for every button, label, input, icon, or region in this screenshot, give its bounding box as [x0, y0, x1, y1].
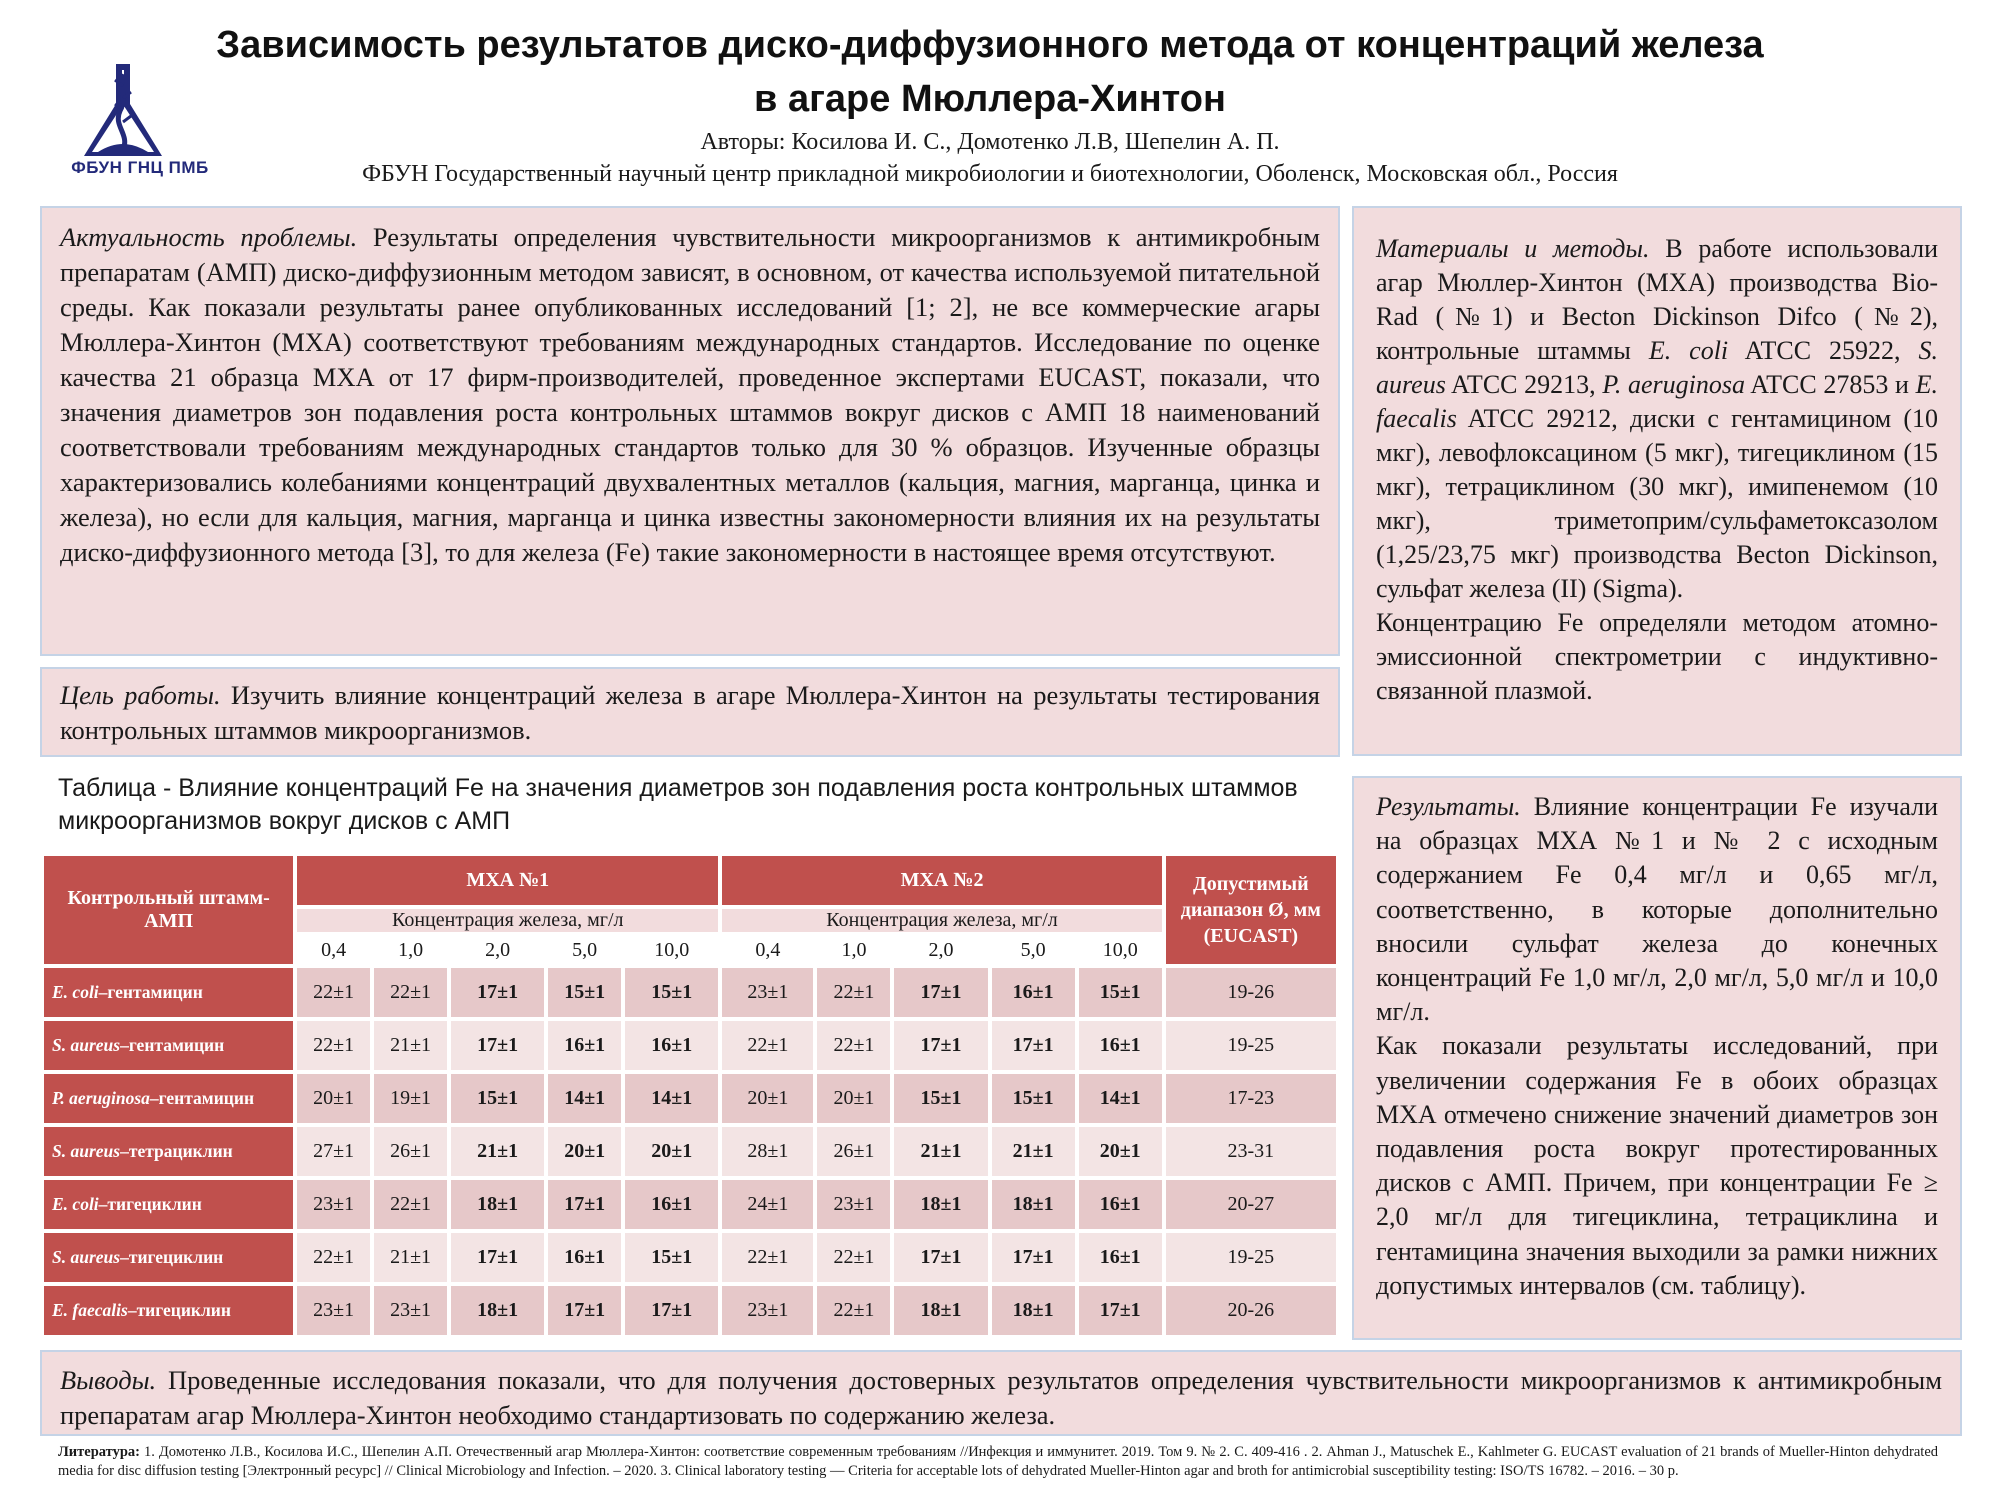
title-line-1: Зависимость результатов диско-диффузионного метода от концентраций железа [216, 24, 1764, 66]
methods-heading: Материалы и методы. [1376, 234, 1650, 263]
goal-section [40, 667, 1340, 757]
table-cell-mxa2: 16±1 [992, 968, 1075, 1017]
header-strain: Контрольный штамм-АМП [44, 856, 293, 964]
table-cell-mxa1: 19±1 [374, 1074, 447, 1123]
table-cell-mxa2: 15±1 [1079, 968, 1162, 1017]
table-cell-mxa1: 22±1 [374, 968, 447, 1017]
table-cell-mxa1: 18±1 [451, 1286, 544, 1335]
table-cell-range: 19-26 [1166, 968, 1336, 1017]
table-cell-mxa2: 16±1 [1079, 1233, 1162, 1282]
title-line-2: в агаре Мюллера-Хинтон [754, 78, 1226, 120]
strain-species: E. coli [52, 1194, 99, 1214]
conc-value: 5,0 [548, 936, 621, 964]
table-cell-mxa2: 14±1 [1079, 1074, 1162, 1123]
results-text-1: Влияние концентрации Fe изучали на образцах МХА №1 и № 2 с исходным содержанием Fe 0,4 мг/л и 0,65 мг/л, соответственно, в которые дополнительно вносили сульфат железа до конечных концентраций Fe 1,0 мг/л, 2,0 мг/л, 5,0 мг/л и 10,0 мг/л. [1376, 792, 1938, 1027]
table-cell-mxa1: 17±1 [625, 1286, 718, 1335]
conclusions-section [40, 1350, 1962, 1436]
table-cell-mxa2: 20±1 [722, 1074, 813, 1123]
conc-value: 10,0 [1079, 936, 1162, 964]
strain-species: S. aureus [52, 1141, 121, 1161]
table-cell-mxa2: 16±1 [1079, 1180, 1162, 1229]
table-cell-mxa1: 16±1 [625, 1180, 718, 1229]
references [58, 1443, 1938, 1481]
strain-species: E. coli [52, 982, 99, 1002]
table-cell-mxa2: 22±1 [817, 1233, 890, 1282]
results-paragraph-2: Как показали результаты исследований, при увеличении содержания Fe в обоих образцах МХА отмечено снижение значений диаметров зон подавления роста вокруг протестированных дисков с АМП. Причем, при концентрации Fe ≥ 2,0 мг/л для тигециклина, тетрациклина и гентамицина значения выходили за рамки нижних допустимых интервалов (см. таблицу). [1376, 1031, 1938, 1300]
table-cell-range: 20-26 [1166, 1286, 1336, 1335]
table-cell-mxa1: 18±1 [451, 1180, 544, 1229]
methods-section [1352, 206, 1962, 756]
results-heading: Результаты. [1376, 792, 1521, 821]
strain-drug: –гентамицин [149, 1088, 255, 1108]
logo-caption: ФБУН ГНЦ ПМБ [71, 158, 209, 177]
table-cell-mxa1: 21±1 [374, 1233, 447, 1282]
table-cell-range: 19-25 [1166, 1021, 1336, 1070]
table-cell-mxa1: 20±1 [625, 1127, 718, 1176]
table-cell-mxa2: 17±1 [894, 1021, 987, 1070]
strain-species: E. faecalis [52, 1300, 128, 1320]
strain-label [44, 1286, 293, 1335]
table-cell-mxa2: 16±1 [1079, 1021, 1162, 1070]
table-row [44, 1074, 1336, 1123]
table-row [44, 1286, 1336, 1335]
table-cell-mxa2: 23±1 [722, 968, 813, 1017]
header-range: Допустимый диапазон Ø, мм (EUCAST) [1166, 856, 1336, 964]
table-cell-mxa1: 15±1 [625, 968, 718, 1017]
strain-label [44, 1180, 293, 1229]
relevance-heading: Актуальность проблемы. [60, 222, 358, 252]
table-cell-mxa2: 18±1 [992, 1180, 1075, 1229]
methods-text-3: ATCC 29213, [1445, 370, 1603, 399]
table-cell-mxa1: 16±1 [548, 1021, 621, 1070]
table-cell-range: 23-31 [1166, 1127, 1336, 1176]
table-cell-mxa2: 18±1 [894, 1180, 987, 1229]
table-cell-mxa2: 22±1 [817, 1021, 890, 1070]
results-section [1352, 776, 1962, 1340]
methods-paragraph [1376, 232, 1938, 606]
table-cell-mxa2: 17±1 [992, 1233, 1075, 1282]
table-cell-mxa1: 17±1 [548, 1180, 621, 1229]
conclusions-heading: Выводы. [60, 1365, 157, 1395]
conc-value: 0,4 [297, 936, 370, 964]
poster-title [190, 18, 1790, 126]
table-cell-mxa1: 14±1 [548, 1074, 621, 1123]
table-body [44, 968, 1336, 1335]
strain-species: P. aeruginosa [52, 1088, 150, 1108]
relevance-text: Результаты определения чувствительности микроорганизмов к антимикробным препаратам (АМП) диско-диффузионным методом зависят, в основном, от качества используемой питательной среды. Как показали результаты ранее опубликованных исследований [1; 2], не все коммерческие агары Мюллера-Хинтон (МХА) соответствуют требованиям международных стандартов. Исследование по оценке качества 21 образца МХА от 17 фирм-производителей, проведенное экспертами EUCAST, показали, что значения диаметров зон подавления роста контрольных штаммов вокруг дисков с АМП 18 наименований соответствовали требованиям международных стандартов только для 30 % образцов. Изученные образцы характеризовались колебаниями концентраций двухвалентных металлов (кальция, магния, марганца, цинка и железа), но если для кальция, магния, марганца и цинка известны закономерности влияния их на результаты диско-диффузионного метода [3], то для железа (Fe) такие закономерности в настоящее время отсутствуют. [60, 222, 1320, 567]
strain-species: S. aureus [52, 1035, 121, 1055]
table-cell-mxa2: 15±1 [992, 1074, 1075, 1123]
strain-drug: –тигециклин [127, 1300, 231, 1320]
table-cell-mxa2: 21±1 [894, 1127, 987, 1176]
table-cell-mxa2: 17±1 [1079, 1286, 1162, 1335]
table-cell-mxa2: 22±1 [817, 968, 890, 1017]
table-cell-mxa1: 20±1 [548, 1127, 621, 1176]
table-cell-mxa1: 20±1 [297, 1074, 370, 1123]
strain-species: S. aureus [52, 1247, 121, 1267]
table-cell-range: 17-23 [1166, 1074, 1336, 1123]
references-text: 1. Домотенко Л.В., Косилова И.С., Шепелин А.П. Отечественный агар Мюллера-Хинтон: соответствие современным требованиям //Инфекция и иммунитет. 2019. Том 9. № 2. С. 409-416 . 2. Ahman J., Matuschek E., Kahlmeter G. EUCAST evaluation of 21 brands of Mueller-Hinton dehydrated media for disc diffusion testing [Электронный ресурс] // Clinical Microbiology and Infection. – 2020. 3. Clinical laboratory testing — Criteria for acceptable lots of dehydrated Mueller-Hinton agar and broth for antimicrobial susceptibility testing: ISO/TS 16782. – 2016. – 30 p. [58, 1444, 1938, 1479]
table-cell-mxa1: 22±1 [297, 1021, 370, 1070]
conc-value: 2,0 [451, 936, 544, 964]
table-cell-mxa1: 23±1 [297, 1286, 370, 1335]
goal-text: Изучить влияние концентраций железа в агаре Мюллера-Хинтон на результаты тестирования контрольных штаммов микроорганизмов. [60, 680, 1320, 745]
methods-text-2: ATCC 25922, [1728, 336, 1919, 365]
table-cell-mxa2: 28±1 [722, 1127, 813, 1176]
conc-value: 0,4 [722, 936, 813, 964]
methods-species-3: P. aeruginosa [1602, 370, 1746, 399]
table-cell-mxa1: 15±1 [451, 1074, 544, 1123]
table-cell-mxa1: 17±1 [451, 1021, 544, 1070]
table-cell-mxa1: 22±1 [374, 1180, 447, 1229]
table-cell-mxa2: 23±1 [817, 1180, 890, 1229]
strain-drug: –гентамицин [120, 1035, 225, 1055]
relevance-paragraph [60, 220, 1320, 570]
relevance-section [40, 206, 1340, 656]
conc-value: 1,0 [374, 936, 447, 964]
table-cell-mxa1: 21±1 [374, 1021, 447, 1070]
table-cell-mxa2: 18±1 [894, 1286, 987, 1335]
table-cell-mxa1: 16±1 [625, 1021, 718, 1070]
table-cell-mxa2: 17±1 [992, 1021, 1075, 1070]
table-cell-mxa1: 22±1 [297, 1233, 370, 1282]
table-cell-mxa1: 21±1 [451, 1127, 544, 1176]
results-table [40, 852, 1340, 1339]
strain-label [44, 1127, 293, 1176]
references-label: Литература: [58, 1444, 140, 1460]
conclusions-paragraph [60, 1363, 1942, 1433]
table-cell-mxa2: 17±1 [894, 968, 987, 1017]
strain-drug: –тигециклин [98, 1194, 202, 1214]
table-cell-mxa1: 22±1 [297, 968, 370, 1017]
table-cell-mxa2: 20±1 [1079, 1127, 1162, 1176]
results-paragraph-1 [1376, 790, 1938, 1029]
strain-drug: –тигециклин [120, 1247, 224, 1267]
table-cell-mxa1: 23±1 [374, 1286, 447, 1335]
table-cell-mxa2: 24±1 [722, 1180, 813, 1229]
table-cell-mxa1: 17±1 [451, 1233, 544, 1282]
table-cell-range: 19-25 [1166, 1233, 1336, 1282]
header-mxa1: МХА №1 [297, 856, 718, 905]
table-row [44, 1233, 1336, 1282]
strain-label [44, 1233, 293, 1282]
conclusions-text: Проведенные исследования показали, что для получения достоверных результатов определения чувствительности микроорганизмов к антимикробным препаратам агар Мюллера-Хинтон необходимо стандартизовать по содержанию железа. [60, 1365, 1942, 1430]
table-cell-mxa1: 27±1 [297, 1127, 370, 1176]
table-cell-mxa1: 16±1 [548, 1233, 621, 1282]
table-cell-mxa1: 26±1 [374, 1127, 447, 1176]
methods-paragraph-2: Концентрацию Fe определяли методом атомно-эмиссионной спектрометрии с индуктивно-связанной плазмой. [1376, 608, 1938, 705]
table-cell-mxa1: 14±1 [625, 1074, 718, 1123]
table-cell-mxa1: 17±1 [451, 968, 544, 1017]
table-cell-mxa2: 22±1 [722, 1233, 813, 1282]
table-caption: Таблица - Влияние концентраций Fe на значения диаметров зон подавления роста контрольных штаммов микроорганизмов вокруг дисков с АМП [58, 774, 1298, 835]
authors: Авторы: Косилова И. С., Домотенко Л.В, Шепелин А. П. [700, 129, 1280, 155]
table-cell-mxa1: 23±1 [297, 1180, 370, 1229]
strain-label [44, 968, 293, 1017]
methods-species-4: E. faecalis [1376, 370, 1939, 433]
strain-label [44, 1074, 293, 1123]
methods-text-1: В работе использовали агар Мюллер-Хинтон (МХА) производства Bio-Rad (№1) и Becton Dickinson Difco (№2), контрольные штаммы [1376, 234, 1938, 365]
methods-text-5: ATCC 29212, диски с гентамицином (10 мкг), левофлоксацином (5 мкг), тигециклином (15 мкг), тетрациклином (30 мкг), имипенемом (10 мкг), триметоприм/сульфаметоксазолом (1,25/23,75 мкг) производства Becton Dickinson, сульфат железа (II) (Sigma). [1376, 404, 1938, 603]
conc-value: 2,0 [894, 936, 987, 964]
table-cell-mxa1: 15±1 [548, 968, 621, 1017]
conc-value: 1,0 [817, 936, 890, 964]
strain-label [44, 1021, 293, 1070]
table-cell-mxa2: 22±1 [722, 1021, 813, 1070]
strain-drug: –тетрациклин [120, 1141, 233, 1161]
table-cell-mxa2: 17±1 [894, 1233, 987, 1282]
conc-value: 10,0 [625, 936, 718, 964]
header-conc-label-1: Концентрация железа, мг/л [297, 909, 718, 932]
header-conc-label-2: Концентрация железа, мг/л [722, 909, 1161, 932]
goal-heading: Цель работы. [60, 680, 221, 710]
table-cell-mxa1: 15±1 [625, 1233, 718, 1282]
conc-value: 5,0 [992, 936, 1075, 964]
methods-species-2: S. aureus [1376, 336, 1938, 399]
table-cell-mxa2: 21±1 [992, 1127, 1075, 1176]
table-cell-mxa2: 26±1 [817, 1127, 890, 1176]
table-cell-mxa1: 17±1 [548, 1286, 621, 1335]
institution: ФБУН Государственный научный центр прикладной микробиологии и биотехнологии, Оболенск, Московская обл., Россия [362, 161, 1618, 187]
table-cell-mxa2: 22±1 [817, 1286, 890, 1335]
methods-species-1: E. coli [1648, 336, 1729, 365]
header-mxa2: МХА №2 [722, 856, 1161, 905]
table-cell-range: 20-27 [1166, 1180, 1336, 1229]
table-cell-mxa2: 20±1 [817, 1074, 890, 1123]
table-cell-mxa2: 18±1 [992, 1286, 1075, 1335]
strain-drug: –гентамицин [98, 982, 203, 1002]
table-cell-mxa2: 15±1 [894, 1074, 987, 1123]
table-cell-mxa2: 23±1 [722, 1286, 813, 1335]
goal-paragraph [60, 678, 1320, 748]
table-row [44, 1021, 1336, 1070]
table-row [44, 1180, 1336, 1229]
table-row [44, 1127, 1336, 1176]
methods-text-4: ATCC 27853 и [1745, 370, 1916, 399]
table-row [44, 968, 1336, 1017]
